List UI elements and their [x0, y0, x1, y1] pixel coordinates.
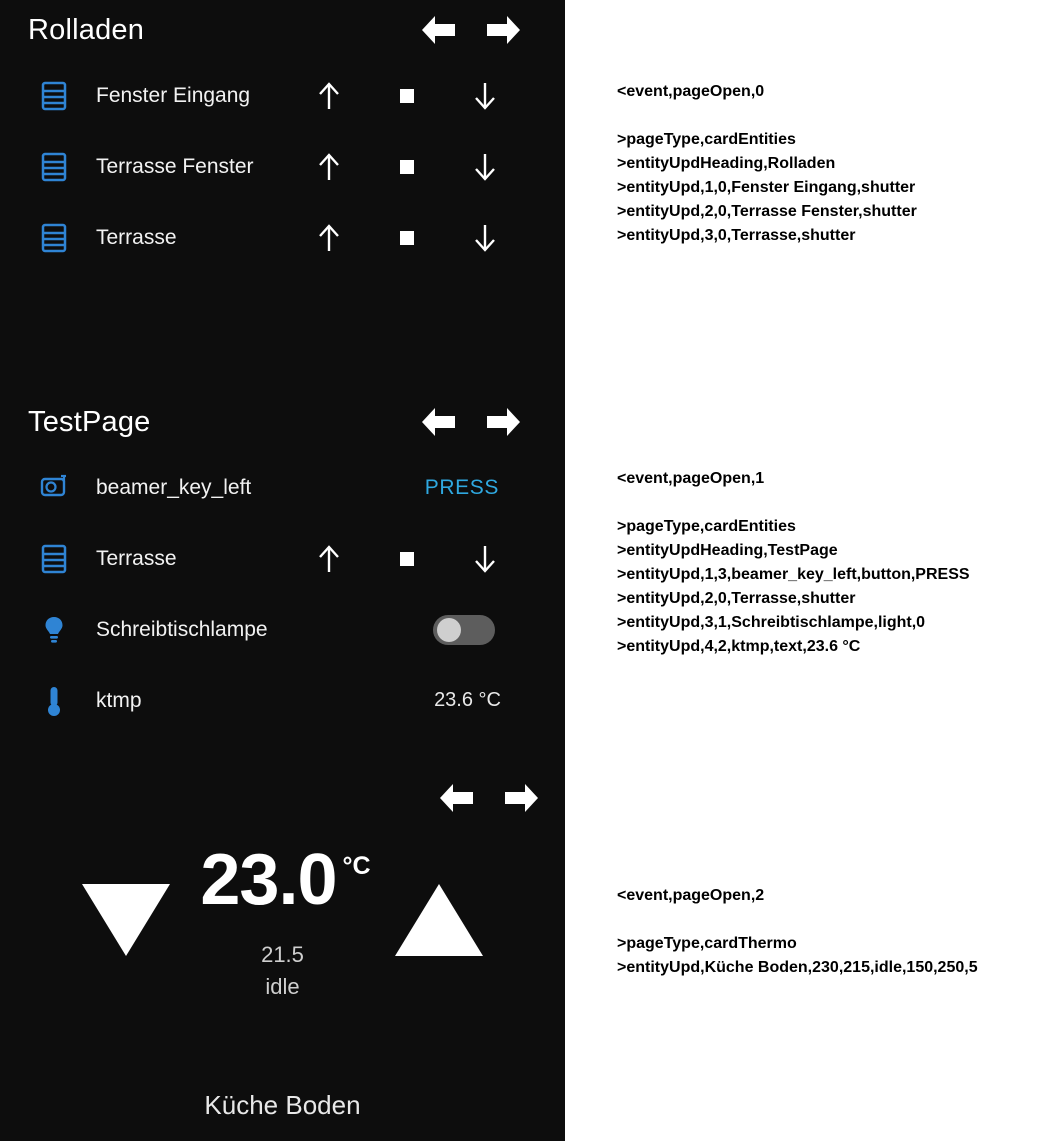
list-item-label: Fenster Eingang: [96, 83, 251, 107]
shutter-up-icon[interactable]: [307, 216, 351, 260]
list-item-label: Schreibtischlampe: [96, 617, 268, 641]
log-line: >entityUpd,4,2,ktmp,text,23.6 °C: [617, 638, 861, 655]
nav-arrows: [417, 13, 541, 47]
shutter-up-icon[interactable]: [307, 537, 351, 581]
nav-arrows: [417, 405, 541, 439]
list-item-label: beamer_key_left: [96, 475, 252, 499]
shutter-stop-icon[interactable]: [385, 74, 429, 118]
shutter-icon: [34, 218, 74, 258]
shutter-stop-icon[interactable]: [385, 216, 429, 260]
log-line: >pageType,cardEntities: [617, 518, 796, 535]
shutter-icon: [34, 147, 74, 187]
log-line: >entityUpd,1,0,Fenster Eingang,shutter: [617, 179, 916, 196]
shutter-down-icon[interactable]: [463, 216, 507, 260]
log-line: >entityUpd,3,0,Terrasse,shutter: [617, 227, 856, 244]
log-event-line: <event,pageOpen,1: [617, 470, 765, 487]
log-spacer: [617, 908, 978, 932]
entity-rows: [0, 452, 565, 736]
log-block: [617, 884, 978, 980]
next-page-icon[interactable]: [501, 781, 543, 815]
list-item-label: Terrasse Fenster: [96, 154, 254, 178]
log-block: [617, 80, 917, 248]
shutter-down-icon[interactable]: [463, 537, 507, 581]
shutter-down-icon[interactable]: [463, 74, 507, 118]
bulb-icon: [34, 610, 74, 650]
log-line: >pageType,cardEntities: [617, 131, 796, 148]
previous-page-icon[interactable]: [435, 781, 477, 815]
previous-page-icon[interactable]: [417, 13, 459, 47]
list-item[interactable]: [0, 665, 565, 736]
shutter-controls: [307, 145, 507, 189]
log-event-line: <event,pageOpen,0: [617, 83, 765, 100]
list-item[interactable]: [0, 202, 565, 273]
log-line: >entityUpd,Küche Boden,230,215,idle,150,250,5: [617, 959, 978, 976]
card-header: [0, 0, 565, 60]
shutter-up-icon[interactable]: [307, 145, 351, 189]
shutter-controls: [307, 216, 507, 260]
list-item[interactable]: [0, 131, 565, 202]
log-block: [617, 467, 970, 659]
list-item[interactable]: [0, 523, 565, 594]
temperature-unit: °C: [342, 852, 371, 880]
log-panel: [565, 0, 1045, 1141]
page-title: TestPage: [28, 405, 151, 438]
log-line: >pageType,cardThermo: [617, 935, 797, 952]
shutter-controls: [307, 74, 507, 118]
list-item-label: ktmp: [96, 688, 142, 712]
current-temperature: 23.0: [200, 840, 337, 920]
shutter-up-icon[interactable]: [307, 74, 351, 118]
log-line: >entityUpdHeading,Rolladen: [617, 155, 836, 172]
projector-icon: [34, 468, 74, 508]
log-line: >entityUpdHeading,TestPage: [617, 542, 838, 559]
target-temperature: 21.5: [261, 942, 304, 967]
log-line: >entityUpd,2,0,Terrasse,shutter: [617, 590, 856, 607]
shutter-controls: [307, 537, 507, 581]
toggle-knob: [437, 618, 461, 642]
thermostat-body: [0, 826, 565, 1056]
shutter-down-icon[interactable]: [463, 145, 507, 189]
press-button[interactable]: PRESS: [424, 475, 499, 499]
list-item-label: Terrasse: [96, 546, 177, 570]
card-testpage: [0, 392, 565, 736]
light-toggle[interactable]: [433, 615, 495, 645]
thermometer-icon: [34, 681, 74, 721]
list-item[interactable]: [0, 60, 565, 131]
next-page-icon[interactable]: [483, 13, 525, 47]
nav-arrows: [0, 770, 565, 826]
previous-page-icon[interactable]: [417, 405, 459, 439]
shutter-icon: [34, 539, 74, 579]
next-page-icon[interactable]: [483, 405, 525, 439]
page-title: Rolladen: [28, 13, 145, 46]
status-badge: idle: [265, 974, 300, 999]
list-item[interactable]: [0, 594, 565, 665]
log-spacer: [617, 491, 970, 515]
thermostat-name: Küche Boden: [204, 1090, 361, 1120]
log-line: >entityUpd,3,1,Schreibtischlampe,light,0: [617, 614, 926, 631]
list-item[interactable]: [0, 452, 565, 523]
log-spacer: [617, 104, 917, 128]
log-event-line: <event,pageOpen,2: [617, 887, 765, 904]
shutter-stop-icon[interactable]: [385, 537, 429, 581]
card-thermo: [0, 770, 565, 1120]
thermostat-readout: [0, 840, 565, 1000]
shutter-stop-icon[interactable]: [385, 145, 429, 189]
temperature-value: 23.6 °C: [434, 689, 501, 711]
card-rolladen: [0, 0, 565, 273]
card-header: [0, 392, 565, 452]
list-item-label: Terrasse: [96, 225, 177, 249]
log-line: >entityUpd,1,3,beamer_key_left,button,PRESS: [617, 566, 970, 583]
log-line: >entityUpd,2,0,Terrasse Fenster,shutter: [617, 203, 917, 220]
entity-rows: [0, 60, 565, 273]
shutter-icon: [34, 76, 74, 116]
